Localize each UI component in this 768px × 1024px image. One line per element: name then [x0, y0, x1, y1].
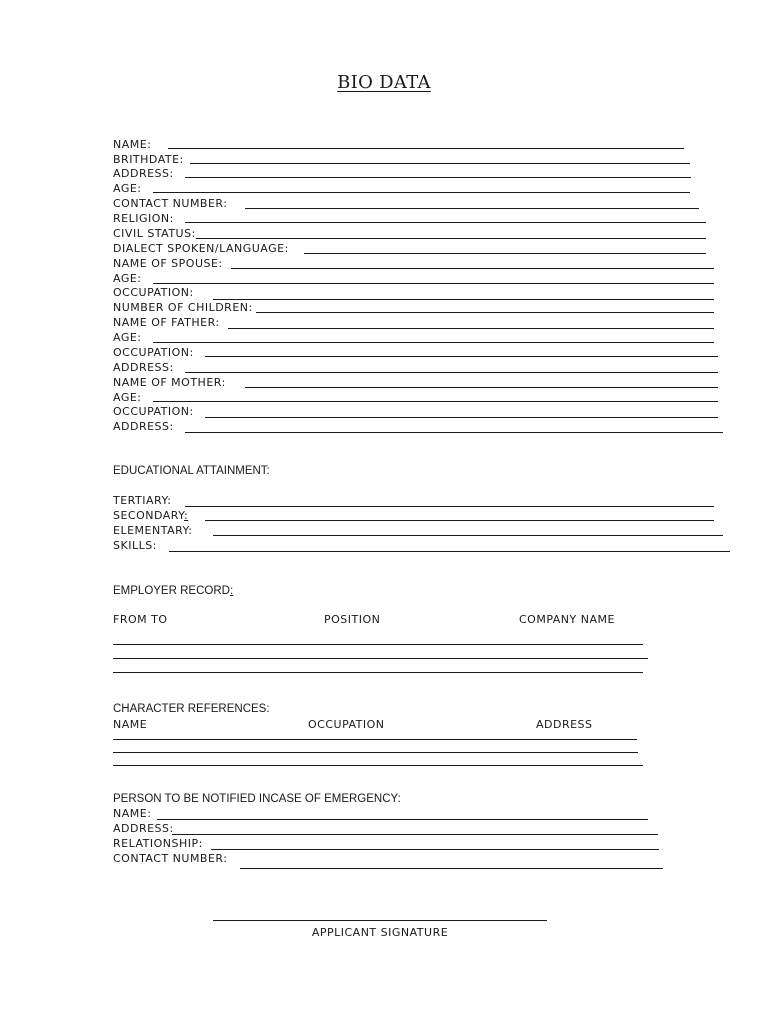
signature-line[interactable] — [213, 920, 547, 921]
mother-name-label: NAME OF MOTHER: — [113, 376, 226, 389]
civil-status-field[interactable] — [196, 238, 706, 239]
reference-row-line[interactable] — [113, 765, 643, 766]
mother-occupation-label: OCCUPATION: — [113, 405, 194, 418]
father-age-field[interactable] — [153, 342, 714, 343]
references-col-address: ADDRESS — [536, 718, 593, 731]
mother-name-field[interactable] — [245, 387, 718, 388]
dialect-field[interactable] — [304, 253, 706, 254]
address-label: ADDRESS: — [113, 167, 174, 180]
father-address-field[interactable] — [185, 372, 718, 373]
father-occupation-label: OCCUPATION: — [113, 346, 194, 359]
address-field[interactable] — [185, 177, 691, 178]
father-name-label: NAME OF FATHER: — [113, 316, 220, 329]
emergency-address-field[interactable] — [172, 834, 658, 835]
age-field[interactable] — [153, 192, 690, 193]
mother-age-field[interactable] — [153, 401, 718, 402]
education-heading: EDUCATIONAL ATTAINMENT: — [113, 465, 270, 477]
spouse-age-field[interactable] — [153, 283, 714, 284]
emergency-address-label: ADDRESS: — [113, 822, 174, 835]
spouse-name-field[interactable] — [231, 268, 714, 269]
references-col-name: NAME — [113, 718, 148, 731]
employer-col-position: POSITION — [324, 613, 381, 626]
elementary-label: ELEMENTARY: — [113, 524, 193, 537]
birthdate-label: BRITHDATE: — [113, 153, 184, 166]
employer-row-line[interactable] — [113, 672, 643, 673]
reference-row-line[interactable] — [113, 752, 638, 753]
civil-status-label: CIVIL STATUS: — [113, 227, 196, 240]
birthdate-field[interactable] — [190, 163, 690, 164]
employer-heading: EMPLOYER RECORD: — [113, 585, 234, 597]
references-col-occupation: OCCUPATION — [308, 718, 385, 731]
mother-address-label: ADDRESS: — [113, 420, 174, 433]
spouse-occupation-field[interactable] — [213, 299, 714, 300]
father-name-field[interactable] — [228, 328, 714, 329]
skills-field[interactable] — [169, 551, 730, 552]
elementary-field[interactable] — [213, 535, 723, 536]
contact-number-label: CONTACT NUMBER: — [113, 197, 228, 210]
number-of-children-field[interactable] — [256, 312, 714, 313]
spouse-occupation-label: OCCUPATION: — [113, 286, 194, 299]
emergency-relationship-field[interactable] — [211, 849, 659, 850]
religion-field[interactable] — [185, 222, 706, 223]
emergency-relationship-label: RELATIONSHIP: — [113, 837, 203, 850]
emergency-name-field[interactable] — [157, 819, 648, 820]
secondary-field[interactable] — [205, 520, 714, 521]
employer-row-line[interactable] — [113, 658, 648, 659]
name-field[interactable] — [168, 148, 684, 149]
father-address-label: ADDRESS: — [113, 361, 174, 374]
employer-row-line[interactable] — [113, 644, 643, 645]
mother-age-label: AGE: — [113, 391, 142, 404]
age-label: AGE: — [113, 182, 142, 195]
emergency-name-label: NAME: — [113, 807, 152, 820]
father-occupation-field[interactable] — [205, 356, 718, 357]
emergency-contact-number-label: CONTACT NUMBER: — [113, 852, 228, 865]
number-of-children-label: NUMBER OF CHILDREN: — [113, 301, 253, 314]
employer-col-from-to: FROM TO — [113, 613, 168, 626]
spouse-name-label: NAME OF SPOUSE: — [113, 257, 223, 270]
tertiary-field[interactable] — [185, 506, 714, 507]
religion-label: RELIGION: — [113, 212, 174, 225]
spouse-age-label: AGE: — [113, 272, 142, 285]
emergency-heading: PERSON TO BE NOTIFIED INCASE OF EMERGENCY: — [113, 793, 401, 805]
contact-number-field[interactable] — [245, 208, 699, 209]
secondary-label: SECONDARY: — [113, 509, 189, 522]
name-label: NAME: — [113, 138, 152, 151]
reference-row-line[interactable] — [113, 739, 637, 740]
signature-label: APPLICANT SIGNATURE — [311, 926, 449, 939]
employer-col-company: COMPANY NAME — [519, 613, 615, 626]
skills-label: SKILLS: — [113, 539, 157, 552]
mother-occupation-field[interactable] — [205, 417, 718, 418]
references-heading: CHARACTER REFERENCES: — [113, 703, 270, 715]
dialect-label: DIALECT SPOKEN/LANGUAGE: — [113, 242, 289, 255]
mother-address-field[interactable] — [185, 432, 723, 433]
page-title: BIO DATA — [337, 72, 431, 93]
emergency-contact-number-field[interactable] — [240, 868, 663, 869]
father-age-label: AGE: — [113, 331, 142, 344]
tertiary-label: TERTIARY: — [113, 494, 172, 507]
